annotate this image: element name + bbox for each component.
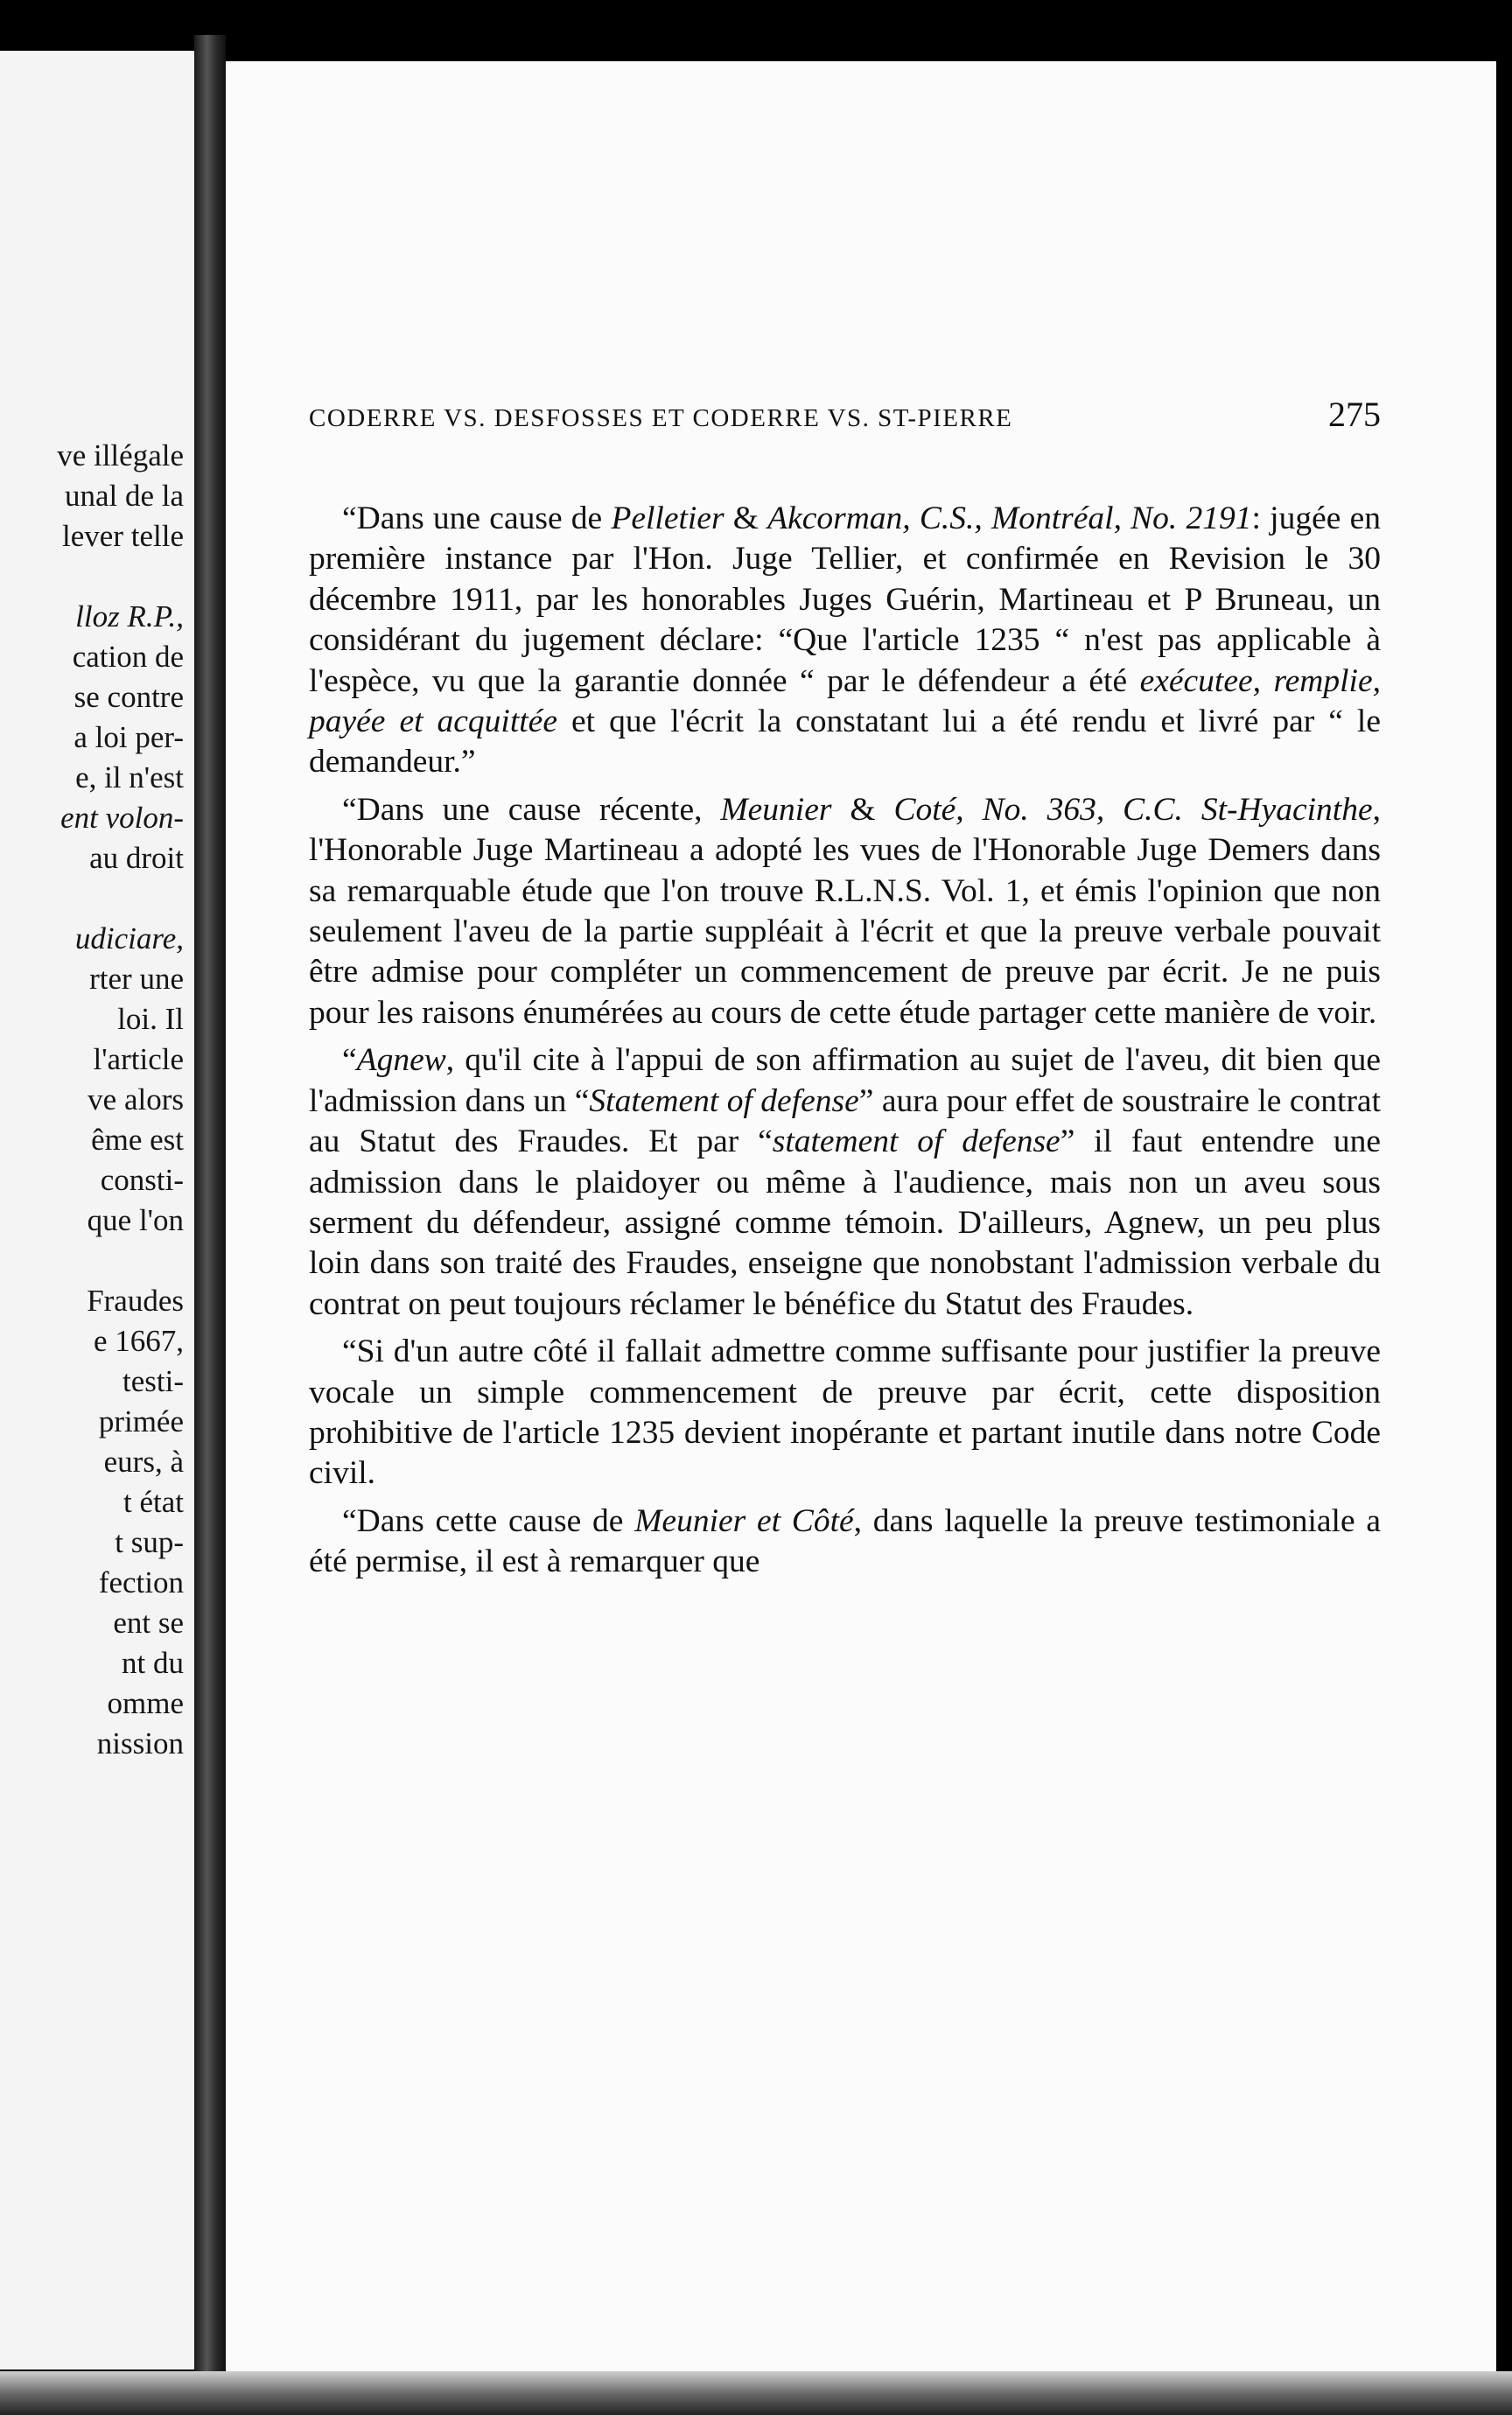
text-run: et que l'écrit la constatant lui a été rendu et livré par “ le demandeur.”	[309, 704, 1381, 780]
left-page-line	[0, 556, 184, 597]
text-run: , qu'il cite à l'appui de son affirmation au sujet de l'aveu, dit bien que l'admission dans un “	[309, 1042, 1381, 1119]
right-page	[226, 61, 1496, 2371]
italic-text: exécutee, remplie, payée et acquittée	[309, 662, 1381, 740]
left-page-line: nt du	[122, 1646, 184, 1680]
text-run: ” il faut entendre une admission dans le plaidoyer ou même à l'audience, mais non un aveu sous serment du défendeur, assigné comme témoin. D'ailleurs, Agnew, un peu plus loin dans son traité des Fraudes, enseigne que nonobstant l'admission verbale du contrat on peut toujours réclamer le bénéfice du Statut des Fraudes.	[309, 1124, 1381, 1322]
text-run: , dans laquelle la preuve testimoniale a été permise, il est à remarquer que	[309, 1502, 1382, 1580]
scan-bottom-edge	[0, 2371, 1512, 2415]
italic-text: Meunier	[720, 791, 832, 828]
italic-text: Pelletier	[611, 500, 724, 536]
body-text	[309, 499, 1381, 1590]
left-page-line: ve alors	[88, 1082, 184, 1116]
text-run: ” aura pour effet de soustraire le contrat au Statut des Fraudes. Et par “	[309, 1082, 1381, 1160]
left-page-line: t sup-	[115, 1525, 184, 1559]
page-number: 275	[1328, 395, 1381, 434]
left-page-line: t état	[123, 1485, 184, 1519]
left-page-line: udiciare,	[74, 921, 184, 956]
left-page-line: se contre	[74, 680, 184, 714]
text-run: , l'Honorable Juge Martineau a adopté les vues de l'Honorable Juge Demers dans sa remarquable étude que l'on trouve R.L.N.S. Vol. 1, et émis l'opinion que non seulement l'aveu de la partie suppléait à l'écrit et que la preuve verbale pouvait être admise pour compléter un commencement de preuve par écrit. Je ne puis pour les raisons énumérées au cours de cette étude partager cette manière de voir.	[309, 791, 1381, 1031]
left-page-line: que l'on	[87, 1203, 184, 1237]
left-page-line: ent volon-	[60, 801, 184, 835]
left-page-line: testi-	[122, 1364, 184, 1398]
running-head-title: CODERRE VS. DESFOSSES ET CODERRE VS. ST-PIERRE	[309, 404, 1013, 432]
italic-text: Akcorman, C.S., Montréal, No. 2191	[767, 500, 1252, 536]
left-page-line: primée	[98, 1404, 184, 1438]
left-page-line: fection	[98, 1565, 184, 1600]
left-page-line: e 1667,	[93, 1324, 184, 1358]
paragraph	[309, 499, 1381, 783]
left-page-line: ve illégale	[57, 438, 184, 472]
left-page-text	[0, 436, 184, 1764]
italic-text: statement of defense	[772, 1124, 1060, 1160]
italic-text: Agnew	[356, 1042, 446, 1079]
text-run: “	[342, 1042, 357, 1079]
paragraph	[309, 1332, 1381, 1494]
left-page-line: l'article	[93, 1042, 184, 1076]
left-page-line: cation de	[72, 640, 184, 674]
left-page-line: ent se	[113, 1606, 184, 1640]
left-page-line: Fraudes	[87, 1284, 184, 1318]
text-run: “Dans une cause récente,	[342, 791, 721, 828]
left-page	[0, 51, 200, 2370]
book-gutter	[194, 35, 226, 2389]
left-page-line: ême est	[91, 1123, 184, 1157]
left-page-line	[0, 878, 184, 919]
left-page-line: consti-	[100, 1163, 184, 1197]
left-page-line: omme	[107, 1686, 184, 1720]
left-page-line: unal de la	[64, 479, 184, 513]
text-run: “Dans cette cause de	[342, 1502, 635, 1539]
left-page-line	[0, 1241, 184, 1281]
left-page-line: eurs, à	[103, 1445, 184, 1479]
paragraph	[309, 790, 1381, 1033]
left-page-line: e, il n'est	[75, 760, 184, 794]
italic-text: Statement of defense	[589, 1082, 859, 1119]
left-page-line: a loi per-	[74, 720, 184, 754]
text-run: &	[831, 791, 894, 828]
italic-text: Coté, No. 363, C.C. St-Hyacinthe	[893, 791, 1373, 828]
paragraph	[309, 1502, 1381, 1583]
text-run: “Dans une cause de	[342, 500, 612, 536]
text-run: : jugée en première instance par l'Hon. Juge Tellier, et confirmée en Revision le 30 décembre 1911, par les honorables Juges Guérin, Martineau et P Bruneau, un considérant du jugement déclare: “Que l'article 1235 “ n'est pas applicable à l'espèce, vu que la garantie donnée “ par le défendeur a été	[309, 500, 1381, 699]
left-page-line: nission	[96, 1726, 184, 1760]
left-page-line: lloz R.P.,	[75, 599, 184, 634]
text-run: &	[724, 500, 768, 536]
left-page-line: au droit	[89, 841, 184, 875]
paragraph	[309, 1040, 1381, 1325]
left-page-line: loi. Il	[117, 1002, 184, 1036]
text-run: “Si d'un autre côté il fallait admettre comme suffisante pour justifier la preuve vocale un simple commencement de preuve par écrit, cette disposition prohibitive de l'article 1235 devient inopérante et partant inutile dans notre Code civil.	[309, 1334, 1381, 1492]
italic-text: Meunier et Côté	[634, 1502, 854, 1539]
running-head	[309, 394, 1381, 435]
left-page-line: lever telle	[62, 519, 184, 553]
left-page-line: rter une	[89, 962, 184, 996]
